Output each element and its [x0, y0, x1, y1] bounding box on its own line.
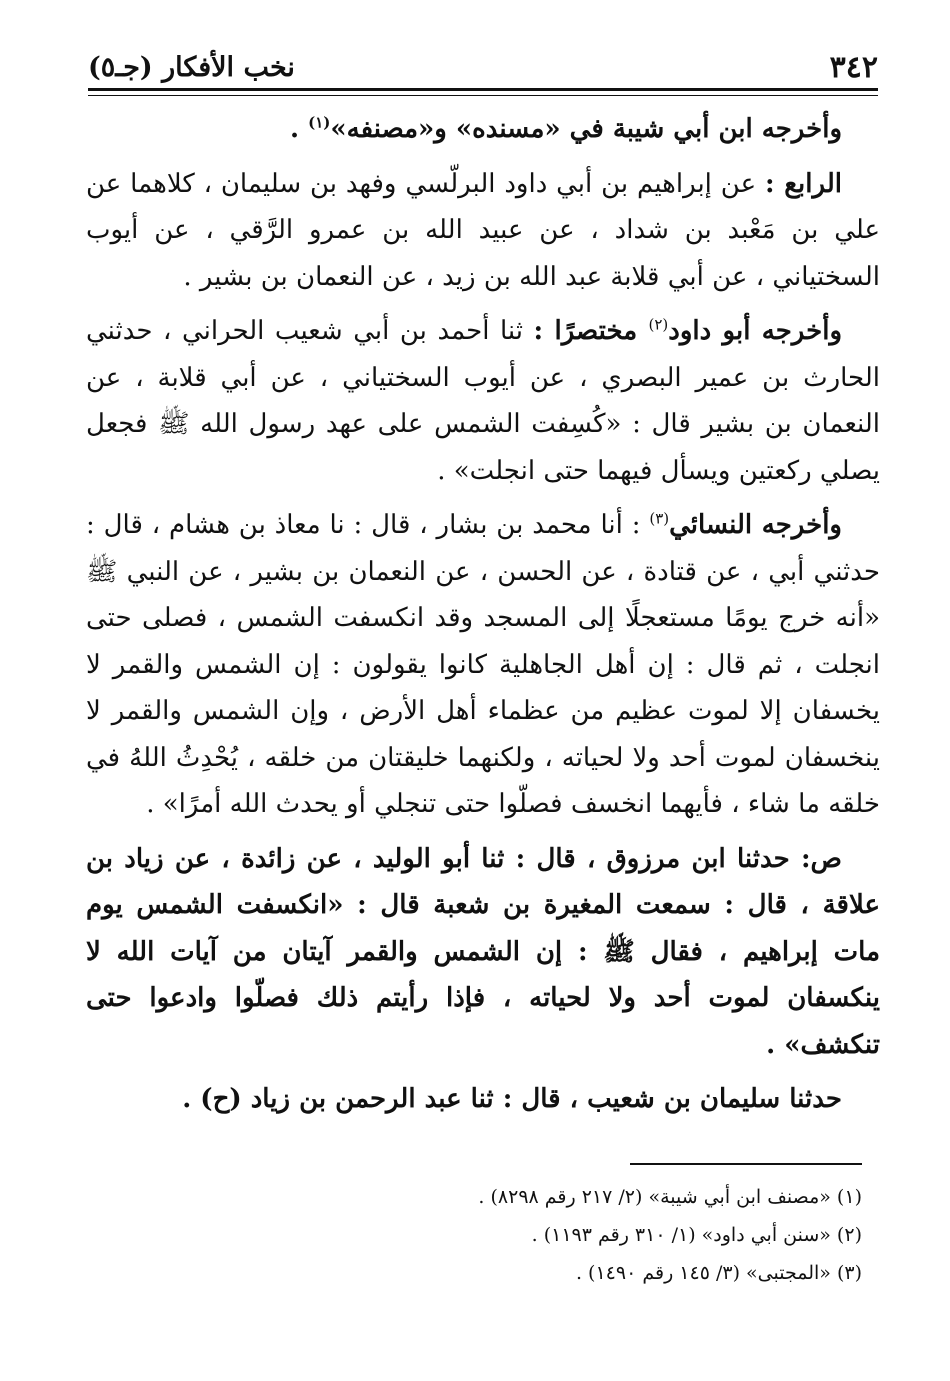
paragraph-text: ثنا أحمد بن أبي شعيب الحراني ، حدثني الحارث بن عمير البصري ، عن أيوب السختياني ، عن أبي قلابة ، عن النعمان بن بشير قال : «كُسِفت الشمس على عهد رسول الله ﷺ فجعل يصلي ركعتين ويسأل فيهما حتى انجلت» . — [86, 316, 880, 486]
paragraph-lead-2: مختصرًا : — [533, 316, 649, 346]
page-number: ٣٤٢ — [829, 50, 878, 85]
footnote-2: (٢) «سنن أبي داود» (١/ ٣١٠ رقم ١١٩٣) . — [531, 1224, 862, 1246]
footnote-ref: (٢) — [648, 315, 669, 334]
paragraph-text: وأخرجه ابن أبي شيبة في «مسنده» و«مصنفه» — [330, 114, 842, 144]
page-header — [88, 46, 878, 90]
header-rule-thick — [88, 88, 878, 91]
paragraph-lead: وأخرجه أبو داود — [668, 316, 842, 346]
paragraph-6 — [86, 1076, 880, 1123]
paragraph-2 — [86, 161, 880, 301]
paragraph-1 — [86, 106, 880, 153]
footnote-3: (٣) «المجتبى» (٣/ ١٤٥ رقم ١٤٩٠) . — [575, 1262, 862, 1284]
footnote-separator — [630, 1163, 862, 1165]
header-rule-thin — [88, 95, 878, 96]
paragraph-3 — [86, 308, 880, 494]
paragraph-5 — [86, 836, 880, 1069]
footnotes — [162, 1178, 862, 1292]
main-text — [86, 106, 880, 1123]
paragraph-end: . — [289, 114, 309, 144]
footnote-ref: (٣) — [649, 509, 670, 528]
footnote-1: (١) «مصنف ابن أبي شيبة» (٢/ ٢١٧ رقم ٨٢٩٨) . — [478, 1186, 862, 1208]
footnote-ref: (١) — [308, 113, 331, 132]
paragraph-text: : أنا محمد بن بشار ، قال : نا معاذ بن هشام ، قال : حدثني أبي ، عن قتادة ، عن الحسن ، عن النعمان بن بشير ، عن النبي ﷺ «أنه خرج يومًا مستعجلًا إلى المسجد وقد انكسفت الشمس ، فصلى حتى انجلت ، ثم قال : إن أهل الجاهلية كانوا يقولون : إن الشمس والقمر لا يخسفان إلا لموت عظيم من عظماء أهل الأرض ، وإن الشمس والقمر لا ينخسفان لموت أحد ولا لحياته ، ولكنهما خليقتان من خلقه ، يُحْدِثُ اللهُ في خلقه ما شاء ، فأيهما انخسف فصلّوا حتى تنجلي أو يحدث الله أمرًا» . — [86, 510, 880, 819]
paragraph-text: عن إبراهيم بن أبي داود البرلّسي وفهد بن سليمان ، كلاهما عن علي بن مَعْبد بن شداد ، عن عبيد الله بن عمرو الرَّقي ، عن أيوب السختياني ، عن أبي قلابة عبد الله بن زيد ، عن النعمان بن بشير . — [86, 168, 880, 292]
paragraph-text: حدثنا سليمان بن شعيب ، قال : ثنا عبد الرحمن بن زياد (ح) . — [182, 1084, 842, 1114]
paragraph-lead: الرابع : — [764, 168, 842, 199]
paragraph-4 — [86, 502, 880, 828]
running-title: نخب الأفكار (جـ٥) — [88, 52, 295, 83]
paragraph-text: ص: حدثنا ابن مرزوق ، قال : ثنا أبو الوليد ، عن زائدة ، عن زياد بن علاقة ، قال : سمعت المغيرة بن شعبة قال : «انكسفت الشمس يوم مات إبراهيم ، فقال ﷺ : إن الشمس والقمر آيتان من آيات الله لا ينكسفان لموت أحد ولا لحياته ، فإذا رأيتم ذلك فصلّوا وادعوا حتى تنكشف» . — [86, 843, 880, 1060]
paragraph-lead: وأخرجه النسائي — [669, 510, 842, 540]
